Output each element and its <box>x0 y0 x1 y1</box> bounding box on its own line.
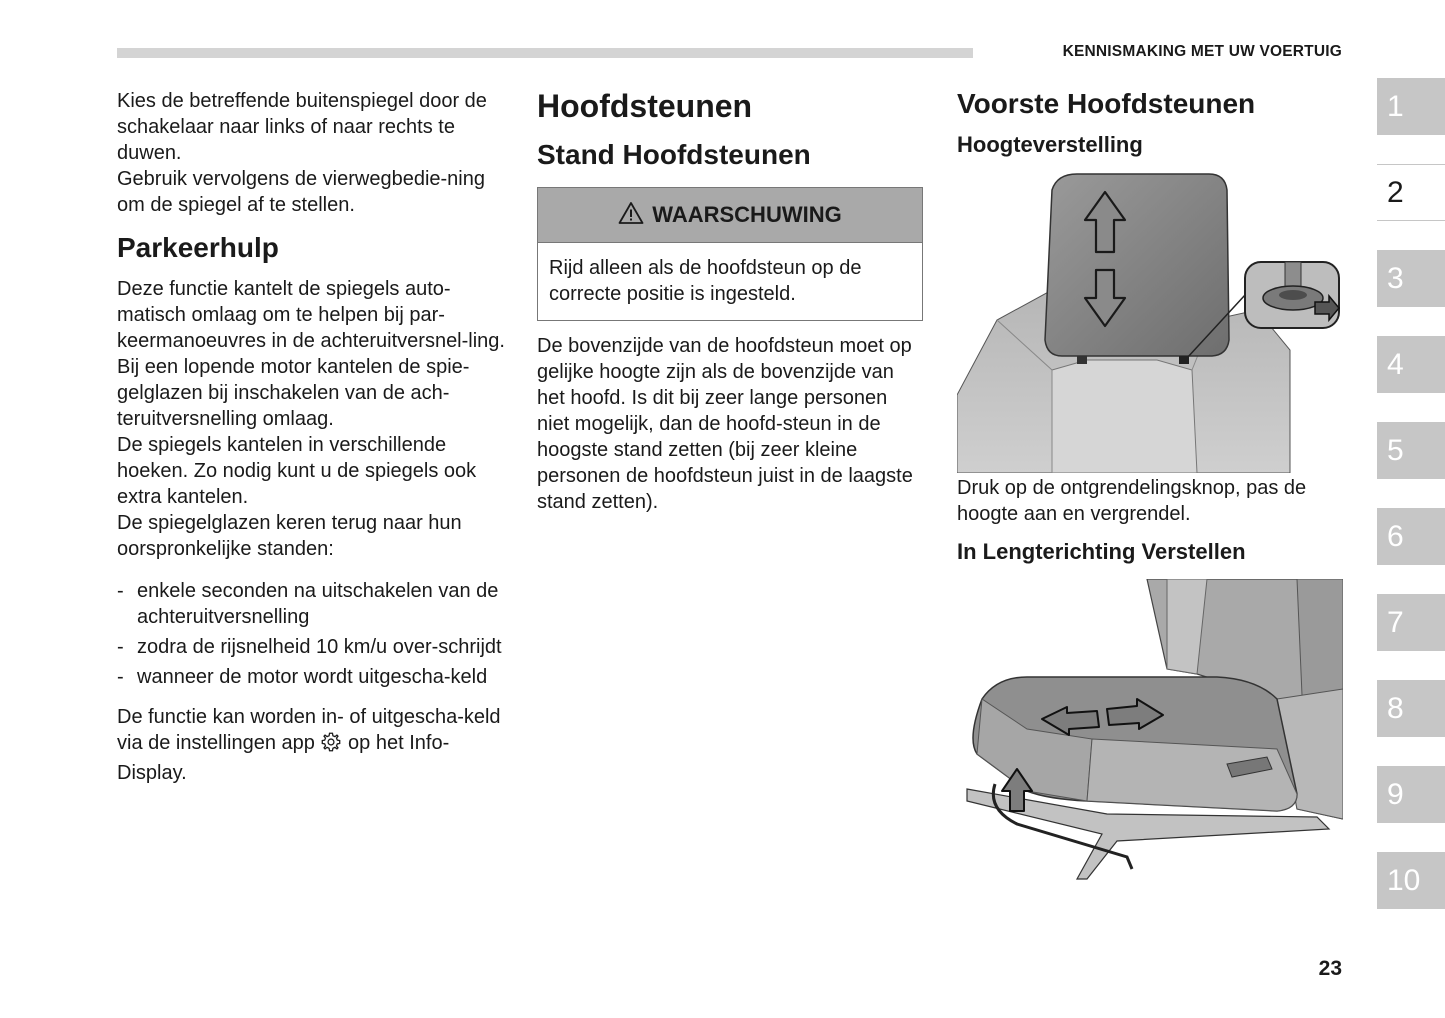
chapter-tab-3[interactable]: 3 <box>1377 250 1445 307</box>
chapter-title: KENNISMAKING MET UW VOERTUIG <box>1062 43 1342 60</box>
chapter-tab-1[interactable]: 1 <box>1377 78 1445 135</box>
parkeerhulp-paragraph-3: De spiegels kantelen in verschillende hoeken. Zo nodig kunt u de spiegels ook extra kantelen. <box>117 434 477 508</box>
chapter-tab-7[interactable]: 7 <box>1377 594 1445 651</box>
subheading-lengterichting: In Lengterichting Verstellen <box>957 539 1246 564</box>
list-item: - enkele seconden na uitschakelen van de achteruitversnelling <box>117 578 512 630</box>
subheading-hoogteverstelling: Hoogteverstelling <box>957 132 1143 157</box>
chapter-tab-2[interactable]: 2 <box>1377 164 1445 221</box>
page-number: 23 <box>1318 957 1342 980</box>
parkeerhulp-paragraph-4: De spiegelglazen keren terug naar hun oorspronkelijke standen: <box>117 512 462 560</box>
warning-triangle-icon <box>618 201 644 230</box>
intro-paragraph: Kies de betreffende buitenspiegel door de schakelaar naar links of naar rechts te duwen. <box>117 90 487 164</box>
parkeerhulp-paragraph-2: Bij een lopende motor kantelen de spie-gelglazen bij inschakelen van de ach-teruitversnelling omlaag. <box>117 356 470 430</box>
closing-paragraph <box>117 704 512 786</box>
parkeerhulp-paragraph-1: Deze functie kantelt de spiegels auto-matisch omlaag om te helpen bij par-keermanoeuvres in de achteruitversnel-ling. <box>117 278 505 352</box>
warning-box <box>537 187 923 321</box>
chapter-tab-6[interactable]: 6 <box>1377 508 1445 565</box>
section-heading-parkeerhulp: Parkeerhulp <box>117 232 279 263</box>
subheading-stand-hoofdsteunen: Stand Hoofdsteunen <box>537 139 811 170</box>
header-rule <box>117 48 973 58</box>
chapter-tab-10[interactable]: 10 <box>1377 852 1445 909</box>
chapter-tab-8[interactable]: 8 <box>1377 680 1445 737</box>
headrest-height-caption: Druk op de ontgrendelingsknop, pas de hoogte aan en vergrendel. <box>957 477 1307 525</box>
return-conditions-list <box>117 578 512 690</box>
section-heading-voorste-hoofdsteunen: Voorste Hoofdsteunen <box>957 88 1256 119</box>
warning-text: Rijd alleen als de hoofdsteun op de correcte positie is ingesteld. <box>549 257 862 305</box>
closing-text-a: De functie kan worden in- of uitgescha-keld via de instellingen app <box>117 706 501 754</box>
headrest-height-illustration <box>957 170 1345 473</box>
closing-text-b: op het Info-Display. <box>117 732 450 784</box>
headrest-body-text: De bovenzijde van de hoofdsteun moet op gelijke hoogte zijn als de bovenzijde van het hoofd. Is dit bij zeer lange personen niet mogelijk, dan de hoofd-steun in de hoogste stand zetten (bij zeer kleine personen de hoofdsteun juist in de laagste stand zetten). <box>537 335 913 513</box>
section-heading-hoofdsteunen: Hoofdsteunen <box>537 88 753 124</box>
warning-body <box>538 243 922 320</box>
column-left <box>117 88 512 786</box>
column-middle <box>537 88 923 515</box>
chapter-tab-4[interactable]: 4 <box>1377 336 1445 393</box>
list-item: - wanneer de motor wordt uitgescha-keld <box>117 664 512 690</box>
chapter-tab-9[interactable]: 9 <box>1377 766 1445 823</box>
chapter-tab-5[interactable]: 5 <box>1377 422 1445 479</box>
intro-paragraph-2: Gebruik vervolgens de vierwegbedie-ning om de spiegel af te stellen. <box>117 168 485 216</box>
warning-title: WAARSCHUWING <box>652 202 842 227</box>
list-item: - zodra de rijsnelheid 10 km/u over-schrijdt <box>117 634 512 660</box>
seat-slide-illustration <box>957 579 1345 889</box>
warning-header <box>538 188 922 243</box>
gear-icon <box>320 731 342 760</box>
column-right <box>957 88 1345 889</box>
